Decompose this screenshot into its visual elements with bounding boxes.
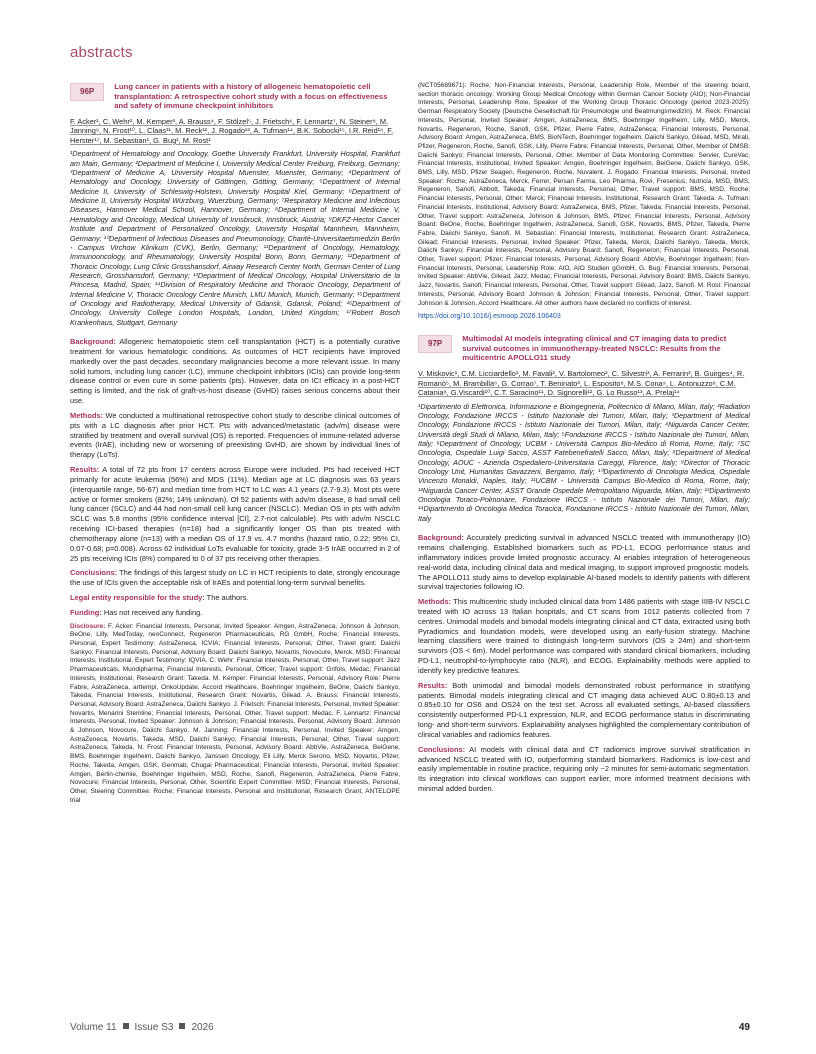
disclosure-continued xyxy=(418,82,750,308)
abstract-id-badge: 97P xyxy=(418,335,452,353)
section-label: Funding: xyxy=(70,607,102,617)
section-text: The authors. xyxy=(206,592,249,602)
conclusions-section xyxy=(70,568,400,588)
doi-link[interactable]: https://doi.org/10.1016/j.esmoop.2026.106403 xyxy=(418,313,561,321)
affiliations: ¹Department of Hematology and Oncology, Goethe University Frankfurt, University Hospital, Frankfurt am Main, Germany; ²Department of Medicine I, University Medical Center Freiburg, Freiburg, Germany; ³Department of Medicine A, University Hospital Muenster, Muenster, Germany; ⁴Department of Hematology and Oncology, University of Göttingen, Götting, Germany; ⁵Department of Internal Medicine II, University of Schleswig-Holstein, University Hospital Kiel, Germany; ⁶Department of Medicine II, University Hospital Würzburg, Wuerzburg, Germany; ⁷Respiratory Medicine and Infectious Diseases, Hannover Medical School, Hannover, Germany; ⁸Department of Internal Medicine V, Hematology and Oncology, Medical University of Innsbruck, Innsbruck, Austria; ⁹DKFZ-Hector Cancer Institute and Department of Personalized Oncology, University Hospital Mannheim, Mannheim, Germany; ¹⁰Department of Infectious Diseases and Pneumonology, Charité-Universitaetsmedizin Berlin - Campus Virchow Klinikum (CVK), Berlin, Germany; ¹¹Department of Oncology, Hematology, Immunooncology, and Rheumatology, University Hospital Bonn, Bonn, Germany; ¹²Department of Thoracic Oncology, Lung Clinic Grosshansdorf, Airway Research Center North, German Center of Lung Research, Grosshansdorf, Germany; ¹³Department of Medical Oncology, Hospital Universitario de la Princesa, Madrid, Spain; ¹⁴Division of Respiratory Medicine and Thoracic Oncology, Department of Internal Medicine V, Thoracic Oncology Centre Munich, LMU Munich, Munich, Germany; ¹⁵Department of Oncology and Radiotherapy, Medical University of Gdansk, Gdansk, Poland; ¹⁶Department of Oncology, University College London Hospitals, London, United Kingdom; ¹⁷Robert Bosch Krankenhaus, Stuttgart, Germany xyxy=(70,149,400,327)
author-list: V. Miskovic¹, C.M. Licciardello¹, M. Favali², V. Bartolomeo², C. Silvestri³, A. Ferrarin³, B. Guirges⁴, R. Romanò⁵, M. Brambilla⁶, G. Corrao⁷, T. Beninato³, L. Esposito⁸, M.S. Cona⁹, L. Antonuzzo⁸, C.M. Catania⁸, G.Viscardi¹⁰, C.T. Saracino¹¹, D. Signorelli¹², G. Lo Russo¹³, A. Prelaj¹⁴ xyxy=(418,369,745,398)
section-text: Both unimodal and bimodal models demonstrated robust performance in stratifying patients. Bimodal models integrating clinical and CT imaging data achieved AUC 0.80±0.13 and 0.85±0.10 for OS6 and OS24 on the test set. Across all evaluated settings, AI-based classifiers consistently outperformed PD-L1 expression, NLR, and ECOG performance status in discriminating long- and short-term survivors. Explainability analyses highlighted the complementary contribution of clinical variables and radiomics features. xyxy=(418,680,750,739)
disclosure-text-part-1: F. Acker: Financial Interests, Personal, Invited Speaker: Amgen, AstraZeneca, Johnson & Johnson, BeOne, Lilly, MedToday, neoConnect, Regeneron Pharmaceuticals, RG GmbH, Roche; Financial Interests, Personal, Expert Testimony: AstraZeneca, ICVIA; Financial Interests, Personal, Other, Travel grant: Daiichi Sankyo; Financial Interests, Personal, Advisory Board: Daiichi Sankyo, Novartis, Novocure, Merck, MSD; Financial Interests, Institutional, Expert Testimony: IQVIA. C. Wehr: Financial Interests, Personal, Other, Travel support: Jazz Pharmaceuticals, Mundipharma; Financial Interests, Personal, Officer, Travel support: Grifols, Medac; Financial Interests, Institutional, Research Grant: Takeda. M. Kemper: Financial Interests, Personal, Advisory Role: Pierre Fabre, AstraZeneca, arttempi, OnkoUpdate, Accord Healthcare, Boehringer Ingelheim, BeOne, Daiichi Sankyo, Takeda; Financial Interests, Institutional, Research Grant: Novartis, Gilead. A. Brauss: Financial Interests, Personal, Advisory Board: AstraZeneca, Daiichi Sankyo. J. Frietsch: Financial Interests, Personal, Invited Speaker: Novartis, Menarini Stemline; Financial Interests, Personal, Other, Travel support: Medac. F. Lennartz: Financial Interests, Personal, Invited Speaker: Johnson & Johnson; Financial Interests, Personal, Advisory Board: Johnson & Johnson, Novocure, Daiichi Sankyo. M. Janning: Financial Interests, Personal, Invited Speaker: Amgen, AstraZeneca, Novartis, Takeda, MSD, Daiichi Sankyo; Financial Interests, Personal, Other, Travel support: AstraZeneca, Takeda. N. Frost: Financial Interests, Personal, Advisory Board: AbbVie, AstraZeneca, BeiGene, BMS, Boehringer Ingelheim, Daiichi Sankyo, Janssen Oncology, Eli Lilly, Merck Serono, MSD, Novartis, Pfizer, Roche, Takeda, Amgen, GSK, Genmab, Chugai Pharmaceutical; Financial Interests, Personal, Invited Speaker: Amgen, Berlin-chemie, Boehringer Ingelheim, MSD, Roche, Sanofi, Regeneron, AstraZeneca, Pierre Fabre, Novocure; Financial Interests, Personal, Other, Scientific Expert Committee: MSD; Financial Interests, Personal, Other, Steering Committee: Roche; Financial Interests, Personal and Institutional, Research Grant, ANTELOPE trial xyxy=(70,622,400,804)
methods-section xyxy=(70,411,400,460)
section-label: Results: xyxy=(70,465,100,475)
author-list: F. Acker¹, C. Wehr², M. Kemper³, A. Brauss⁴, F. Stölzel⁵, J. Frietsch⁶, F. Lennartz⁷, N. Steiner⁸, M. Janning⁹, N. Frost¹⁰, L. Claas¹¹, M. Reck¹², J. Rogado¹³, A. Tufman¹⁴, B.K. Sobocki¹⁵, I.R. Reid¹⁶, F. Herster¹⁷, M. Sebastian¹, G. Bug¹, M. Rost¹ xyxy=(70,116,394,145)
section-label: Results: xyxy=(418,680,448,690)
section-label: Conclusions: xyxy=(70,568,118,578)
legal-entity-section xyxy=(70,593,400,603)
abstract-title: Lung cancer in patients with a history of allogeneic hematopoietic cell transplantation: A retrospective cohort study with a focus on effectiveness and safety of immune checkpoint inhibitors xyxy=(114,82,388,111)
section-label: Background: xyxy=(70,337,116,347)
section-text: Allogeneic hematopoietic stem cell transplantation (HCT) is a potentially curative treatment for various hematologic conditions. As outcomes of HCT recipients have improved markedly over the past decades, secondary malignancies become a more relevant issue. In many solid tumors, including lung cancer (LC), immune checkpoint inhibitors (ICIs) can provide long-term disease control or even cure in some patients (pts). However, data on ICI efficacy in a post-HCT setting is limited, and the risk of graft-vs-host disease (GvHD) raises serious concerns about their use. xyxy=(70,337,400,406)
section-text: Has not received any funding. xyxy=(103,607,203,617)
issue: Issue S3 xyxy=(134,1022,174,1033)
section-label: Methods: xyxy=(418,597,452,607)
section-text: This multicentric study included clinical data from 1486 patients with stage IIIB-IV NSCLC treated with IO across 13 Italian hospitals, and CT scans from 1012 patients collected from 7 centres. Unimodal models and bimodal models integrating clinical and CT data, extracted using both Pyradiomics and foundation models, were developed using an early-fusion strategy. Machine learning classifiers were trained to distinguish long-term survivors (OS ≥ 24m) and short-term survivors (OS < 6m). Model performance was compared with standard clinical biomarkers, including PD-L1, neutrophil-to-lymphocyte ratio (NLR), and ECOG. Explainability methods were applied to identify key predictive features. xyxy=(418,597,750,675)
page-footer xyxy=(70,1022,750,1033)
section-text: AI models with clinical data and CT radiomics improve survival stratification in advanced NSCLC treated with IO, outperforming standard biomarkers. Radiomics is low-cost and easily implementable in routine practice, requiring only ~2 minutes for semi-automatic segmentation. Its integration into clinical workflows can support earlier, more informed treatment decisions with minimal added burden. xyxy=(418,744,751,794)
section-text: The findings of this largest study on LC in HCT recipients to date, strongly encourage the use of ICIs given the acceptable risk of IrAEs and potential long-term survival benefits. xyxy=(70,568,400,588)
background-section xyxy=(70,337,400,406)
year: 2026 xyxy=(191,1022,214,1033)
section-text: Accurately predicting survival in advanced NSCLC treated with immunotherapy (IO) remains challenging. Established biomarkers such as PD-L1, ECOG performance status and inflammatory indices provide limited prognostic accuracy. AI enables integration of heterogeneous real-world data, including clinical data and medical imaging, to support improved prognostic models. The APOLLO11 study aims to develop explainable AI-based models to identify patients with different survival trajectories following IO. xyxy=(418,533,750,592)
affiliations: ¹Dipartimento di Elettronica, Informazione e Bioingegneria, Politecnico di Milano, Milan, Italy; ²Radiation Oncology, Fondazione IRCCS - Istituto Nazionale dei Tumori, Milan, Italy; ³Department of Medical Oncology, Fondazione IRCCS - Istituto Nazionale dei Tumori, Milan, Italy; ⁴Niguarda Cancer Center, Università degli Studi di Milano, Milan, Italy; ⁵Fondazione IRCCS - Istituto Nazionale dei Tumori, Milan, Italy; ⁶Department of Oncology, UCBM - Università Campus Bio-Medico di Roma, Rome, Italy; ⁷SC Oncologia, Ospedale Luigi Sacco, ASST Fatebenefratelli Sacco, Milan, Italy; ⁸Department of Medical Oncology, AOUC - Azienda Ospedaliero-Universitaria Careggi, Florence, Italy; ⁹Director of Thoracic Oncology Unit, Humanitas Gavazzeni, Bergamo, Italy; ¹⁰Dipartimento di Oncologia Medica, Ospedale Vincenzo Monaldi, Naples, Italy; ¹¹UCBM - Università Campus Bio-Medico di Roma, Rome, Italy; ¹²Niguarda Cancer Center, ASST Grande Ospedale Metropolitano Niguarda, Milan, Italy; ¹³Dipartimento Oncologia Toraco-Polmonare, Fondazione IRCCS - Istituto Nazionale dei Tumori, Milan, Italy; ¹⁴Dipartimento di Oncologia Medica Toracica, Fondazione IRCCS - Istituto Nazionale dei Tumori, Milan, Italy xyxy=(418,401,750,523)
abstract-97p-header xyxy=(418,334,750,363)
disclosure-section xyxy=(70,623,400,806)
section-header: abstracts xyxy=(70,44,133,61)
right-column xyxy=(418,82,750,799)
section-label: Legal entity responsible for the study: xyxy=(70,592,205,602)
section-text: A total of 72 pts from 17 centers across Europe were included. Pts had received HCT primarily for acute leukemia (56%) and MDS (11%). Median age at LC diagnosis was 63 years (interquartile range, 56-67) and median time from HCT to LC was 4.1 years (2.7-9.3). Most pts were active or former smokers (82%; 14% unknown). Of 52 patients with adv/m disease, 8 had small cell lung cancer (SCLC) and 44 had non-small cell lung cancer (NSCLC). Median OS in pts with adv/m SCLC was 5.8 months (95% confidence interval [CI], 2.7-not calculable). Pts with adv/m NSCLC receiving ICI-based therapies (n=18) had a significantly longer OS than pts treated with chemotherapy alone (n=13) with a median OS of 17.9 vs. 4.7 months (hazard ratio, 0.22; 95% CI, 0.07-0.68; p=0.008). Across 62 individual LoTs evaluable for toxicity, grade 3-5 IrAE occurred in 2 of 25 pts receiving ICIs (8%) compared to 0 of 37 pts receiving other therapies. xyxy=(70,465,401,563)
background-section xyxy=(418,533,750,592)
separator-square-icon xyxy=(123,1023,129,1029)
section-text: We conducted a multinational retrospective cohort study to describe clinical outcomes of pts with a LC diagnosis after prior HCT. Pts with advanced/metastatic (adv/m) disease were stratified by treatment and overall survival (OS) is reported. Frequencies of immune-related adverse events (IrAE), including new or worsening of preexisting GvHD, are shown by individual lines of therapy (LoTs). xyxy=(70,410,400,460)
volume: Volume 11 xyxy=(70,1022,117,1033)
left-column xyxy=(70,82,400,810)
section-label: Methods: xyxy=(70,410,104,420)
abstract-id-badge: 96P xyxy=(70,83,104,101)
conclusions-section xyxy=(418,745,750,794)
page-number: 49 xyxy=(738,1022,750,1033)
results-section xyxy=(70,465,400,563)
results-section xyxy=(418,681,750,740)
section-label: Disclosure: xyxy=(70,622,106,630)
section-label: Background: xyxy=(418,533,464,543)
funding-section xyxy=(70,608,400,618)
abstract-96p-header xyxy=(70,82,400,111)
section-label: Conclusions: xyxy=(418,744,466,754)
journal-issue-info xyxy=(70,1022,214,1033)
methods-section xyxy=(418,597,750,676)
disclosure-text-part-2: (NCT05689671): Roche; Non-Financial Interests, Personal, Leadership Role, Member of the steering board, section thoracic oncology: Working Group Medical Oncology within German Cancer Society (AIO); Non-Financial Interests, Personal, Leadership Role, Speaker of the Working Group Thoracic Oncology (period 2023-2025): German Respiratory Society (Deutsche Gesellschaft für Pneumologie und Beatmungsmedizin). M. Reck: Financial Interests, Personal, Invited Speaker: Amgen, AstraZeneca, BMS, Boehringer Ingelheim, Lilly, MSD, Merck, Novartis, Regeneron, Roche, Sanofi, GSK, Pfizer, Pierre Fabre, AstraZeneca; Financial Interests, Personal, Advisory Board: Amgen, AstraZeneca, BMS, BioNTech, Boehringer Ingelheim, Daiichi Sankyo, Gilead, MSD, Mirati, Pfizer, Regeneron, Roche, Sanofi, GSK, Lilly, Pierre Fabre; Financial Interests, Personal, Other, Member of DMSB: Daiichi Sankyo; Financial Interests, Personal, Other, Member of Data Monitoring Committee: Servier, CureVac; Financial Interests, Institutional, Invited Speaker: Amgen, Boehringer Ingelheim, BeiGene, Daiichi Sankyo, GSK, BMS, Lilly, MSD, Pfizer Seagen, Regeneron, Roche, Nuvalent. J. Rogado: Financial Interests, Personal, Invited Speaker: Roche, AstraZeneca, Merck, Ferrer, Persan Farma, Leo Pharma, Rovi, Fresenius, Nutricia, MSD, BMS, Regeneron, Sanofi, Abbott, Takeda; Financial Interests, Personal, Other, Travel support: BMS, MSD, Roche; Financial Interests, Personal, Other: Merck; Financial Interests, Institutional, Research Grant: Takeda. A. Tufman: Financial Interests, Institutional, Advisory Board: AstraZeneca, BMS, Pfizer, Takeda; Financial Interests, Personal, Other, Travel support: AstraZeneca, Johnson & Johnson, BMS, Pfizer; Financial Interests, Personal, Advisory Board: BeOne, Roche, Boehringer Ingelheim, AstraZeneca, Sanofi, GSK, Novartis, BMS, Pfizer, Takeda, Pierre Fabre, Daiichi Sankyo, Sanofi. M. Sebastian: Financial Interests, Institutional, Research Grant: AstraZeneca, Gilead; Financial Interests, Personal, Invited Speaker: Pfizer, Takeda, Merck, Daiichi Sankyo, Takeda, Merck, Daiichi Sankyo; Financial Interests, Personal, Advisory Board: Sanofi, Regeneron; Financial Interests, Personal, Other, Travel support: Pfizer; Financial Interests, Personal, Advisory Board: AbbVie, Boehringer Ingelheim; Non-Financial Interests, Personal, Leadership Role: AIO, AIO Studien gGmbH. G. Bug: Financial Interests, Personal, Invited Speaker: AbbVie, Gilead, Jazz, Medac; Financial Interests, Personal, Advisory Board: BMS, Daiichi Sankyo, Jazz, Novartis, Sanofi; Financial Interests, Personal, Other, Travel support: Gilead, Jazz, Sanofi. M. Rost: Financial Interests, Personal, Advisory Board: Johnson & Johnson; Financial Interests, Personal, Other, Travel support: Johnson & Johnson, Accord Healthcare. All other authors have declared no conflicts of interest. xyxy=(418,82,750,307)
abstract-title: Multimodal AI models integrating clinical and CT imaging data to predict survival outcomes in immunotherapy-treated NSCLC: Results from the multicentric APOLLO11 study xyxy=(462,334,727,363)
separator-square-icon xyxy=(179,1023,185,1029)
